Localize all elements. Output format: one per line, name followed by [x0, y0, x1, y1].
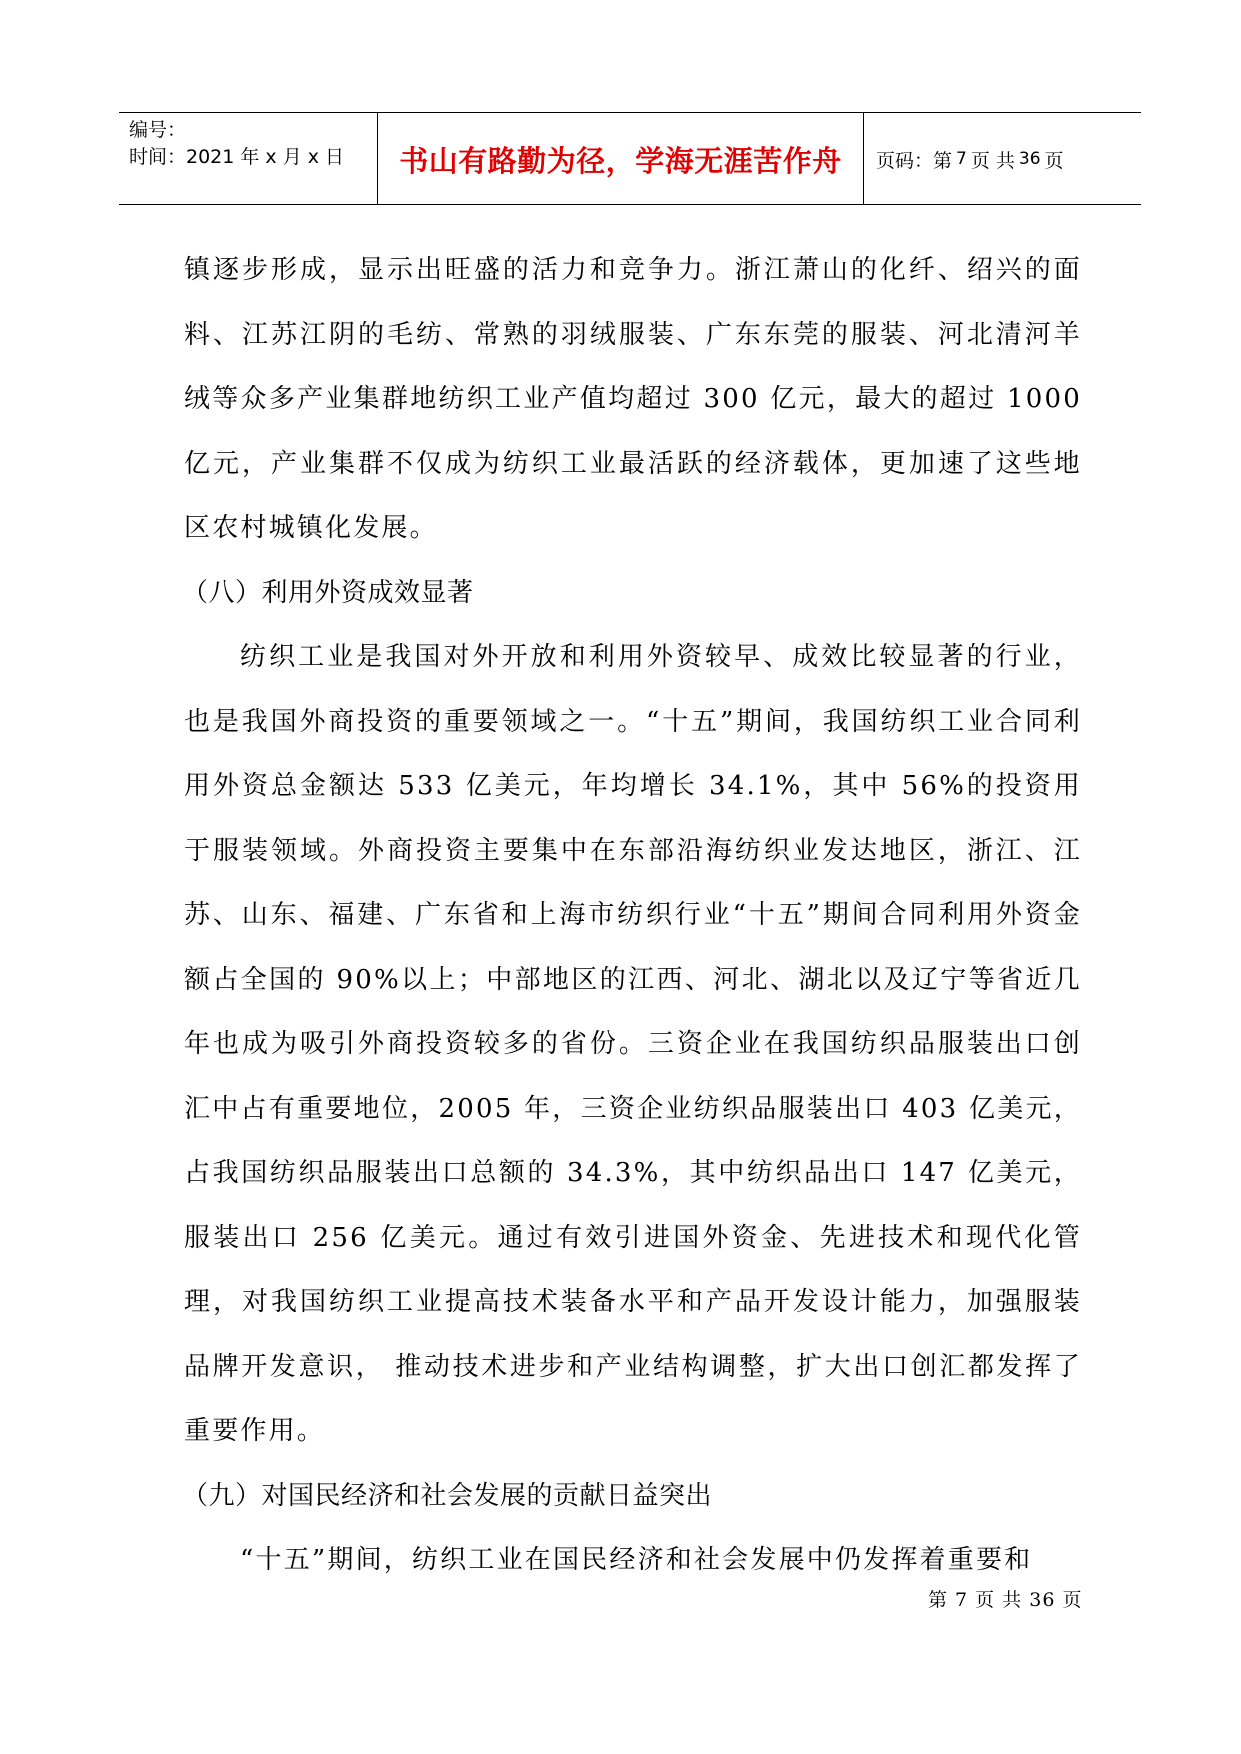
number-label: 编号： [129, 119, 187, 141]
section-heading-9: （九）对国民经济和社会发展的贡献日益突出 [182, 1480, 713, 1511]
header-meta [129, 117, 379, 171]
page-suffix: 页 [1044, 149, 1064, 172]
header-divider [863, 113, 864, 205]
page-total: 36 [1018, 149, 1041, 169]
header-motto: 书山有路勤为径，学海无涯苦作舟 [399, 143, 842, 178]
paragraph-3: “十五”期间，纺织工业在国民经济和社会发展中仍发挥着重要和 [240, 1545, 1033, 1575]
time-label: 时间：2021 年 x 月 x 日 [129, 146, 345, 168]
paragraph-1: 镇逐步形成，显示出旺盛的活力和竞争力。浙江萧山的化纤、绍兴的面料、江苏江阴的毛纺、常熟的羽绒服装、广东东莞的服装、河北清河羊绒等众多产业集群地纺织工业产值均超过 300 亿元，最大的超过 1000 亿元，产业集群不仅成为纺织工业最活跃的经济载体，更加速了这些地区农村城镇化发展。 [184, 255, 1082, 543]
header-page-info [876, 113, 1064, 205]
page-mid: 页 共 [970, 149, 1015, 172]
page-header [119, 112, 1141, 205]
paragraph-2: 纺织工业是我国对外开放和利用外资较早、成效比较显著的行业，也是我国外商投资的重要领域之一。“十五”期间，我国纺织工业合同利用外资总金额达 533 亿美元，年均增长 34.1%，其中 56%的投资用于服装领域。外商投资主要集中在东部沿海纺织业发达地区，浙江、江苏、山东、福建、广东省和上海市纺织行业“十五”期间合同利用外资金额占全国的 90%以上；中部地区的江西、河北、湖北以及辽宁等省近几年也成为吸引外商投资较多的省份。三资企业在我国纺织品服装出口创汇中占有重要地位，2005 年，三资企业纺织品服装出口 403 亿美元，占我国纺织品服装出口总额的 34.3%，其中纺织品出口 147 亿美元，服装出口 256 亿美元。通过有效引进国外资金、先进技术和现代化管理，对我国纺织工业提高技术装备水平和产品开发设计能力，加强服装品牌开发意识， 推动技术进步和产业结构调整，扩大出口创汇都发挥了重要作用。 [184, 642, 1082, 1446]
page-current: 7 [956, 149, 967, 169]
section-heading-8: （八）利用外资成效显著 [182, 577, 474, 608]
document-body [184, 238, 1082, 1593]
page-prefix: 页码：第 [876, 149, 953, 172]
page-footer: 第 7 页 共 36 页 [928, 1589, 1083, 1611]
